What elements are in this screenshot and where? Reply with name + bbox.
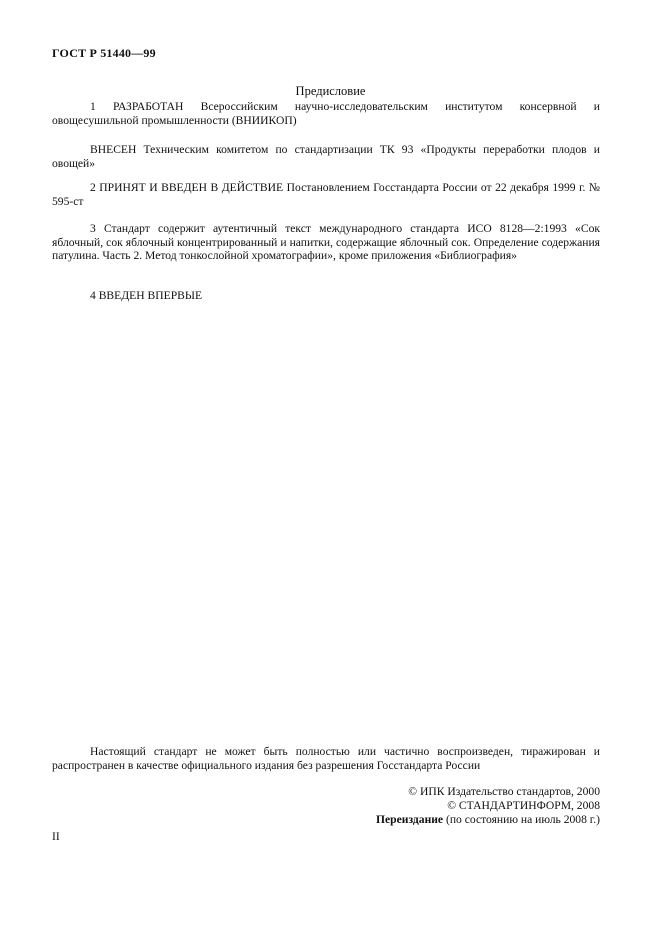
reprint-note: (по состоянию на июль 2008 г.) xyxy=(443,813,600,826)
page-number: II xyxy=(52,830,60,843)
foreword-paragraph-introduced: ВНЕСЕН Техническим комитетом по стандартизации ТК 93 «Продукты переработки плодов и овощей» xyxy=(52,143,600,170)
copyright-line-1: © ИПК Издательство стандартов, 2000 xyxy=(408,785,600,798)
foreword-title: Предисловие xyxy=(295,84,366,98)
foreword-paragraph-content: 3 Стандарт содержит аутентичный текст международного стандарта ИСО 8128—2:1993 «Сок яблочный, сок яблочный концентрированный и напитки, содержащие яблочный сок. Определение содержания патулина. Часть 2. Метод тонкослойной хроматографии», кроме приложения «Библиография» xyxy=(52,222,600,262)
reprint-line xyxy=(376,813,600,827)
foreword-paragraph-adopted: 2 ПРИНЯТ И ВВЕДЕН В ДЕЙСТВИЕ Постановлением Госстандарта России от 22 декабря 1999 г. № 595-ст xyxy=(52,181,600,208)
document-code: ГОСТ Р 51440—99 xyxy=(52,46,156,60)
foreword-paragraph-developed: 1 РАЗРАБОТАН Всероссийским научно-исследовательским институтом консервной и овощесушильной промышленности (ВНИИКОП) xyxy=(52,100,600,127)
copyright-block xyxy=(376,785,600,827)
copyright-line-2: © СТАНДАРТИНФОРМ, 2008 xyxy=(447,799,600,812)
reprint-label: Переиздание xyxy=(376,813,444,826)
reproduction-notice: Настоящий стандарт не может быть полностью или частично воспроизведен, тиражирован и распространен в качестве официального издания без разрешения Госстандарта России xyxy=(52,745,600,772)
foreword-paragraph-first-introduced: 4 ВВЕДЕН ВПЕРВЫЕ xyxy=(90,289,203,302)
